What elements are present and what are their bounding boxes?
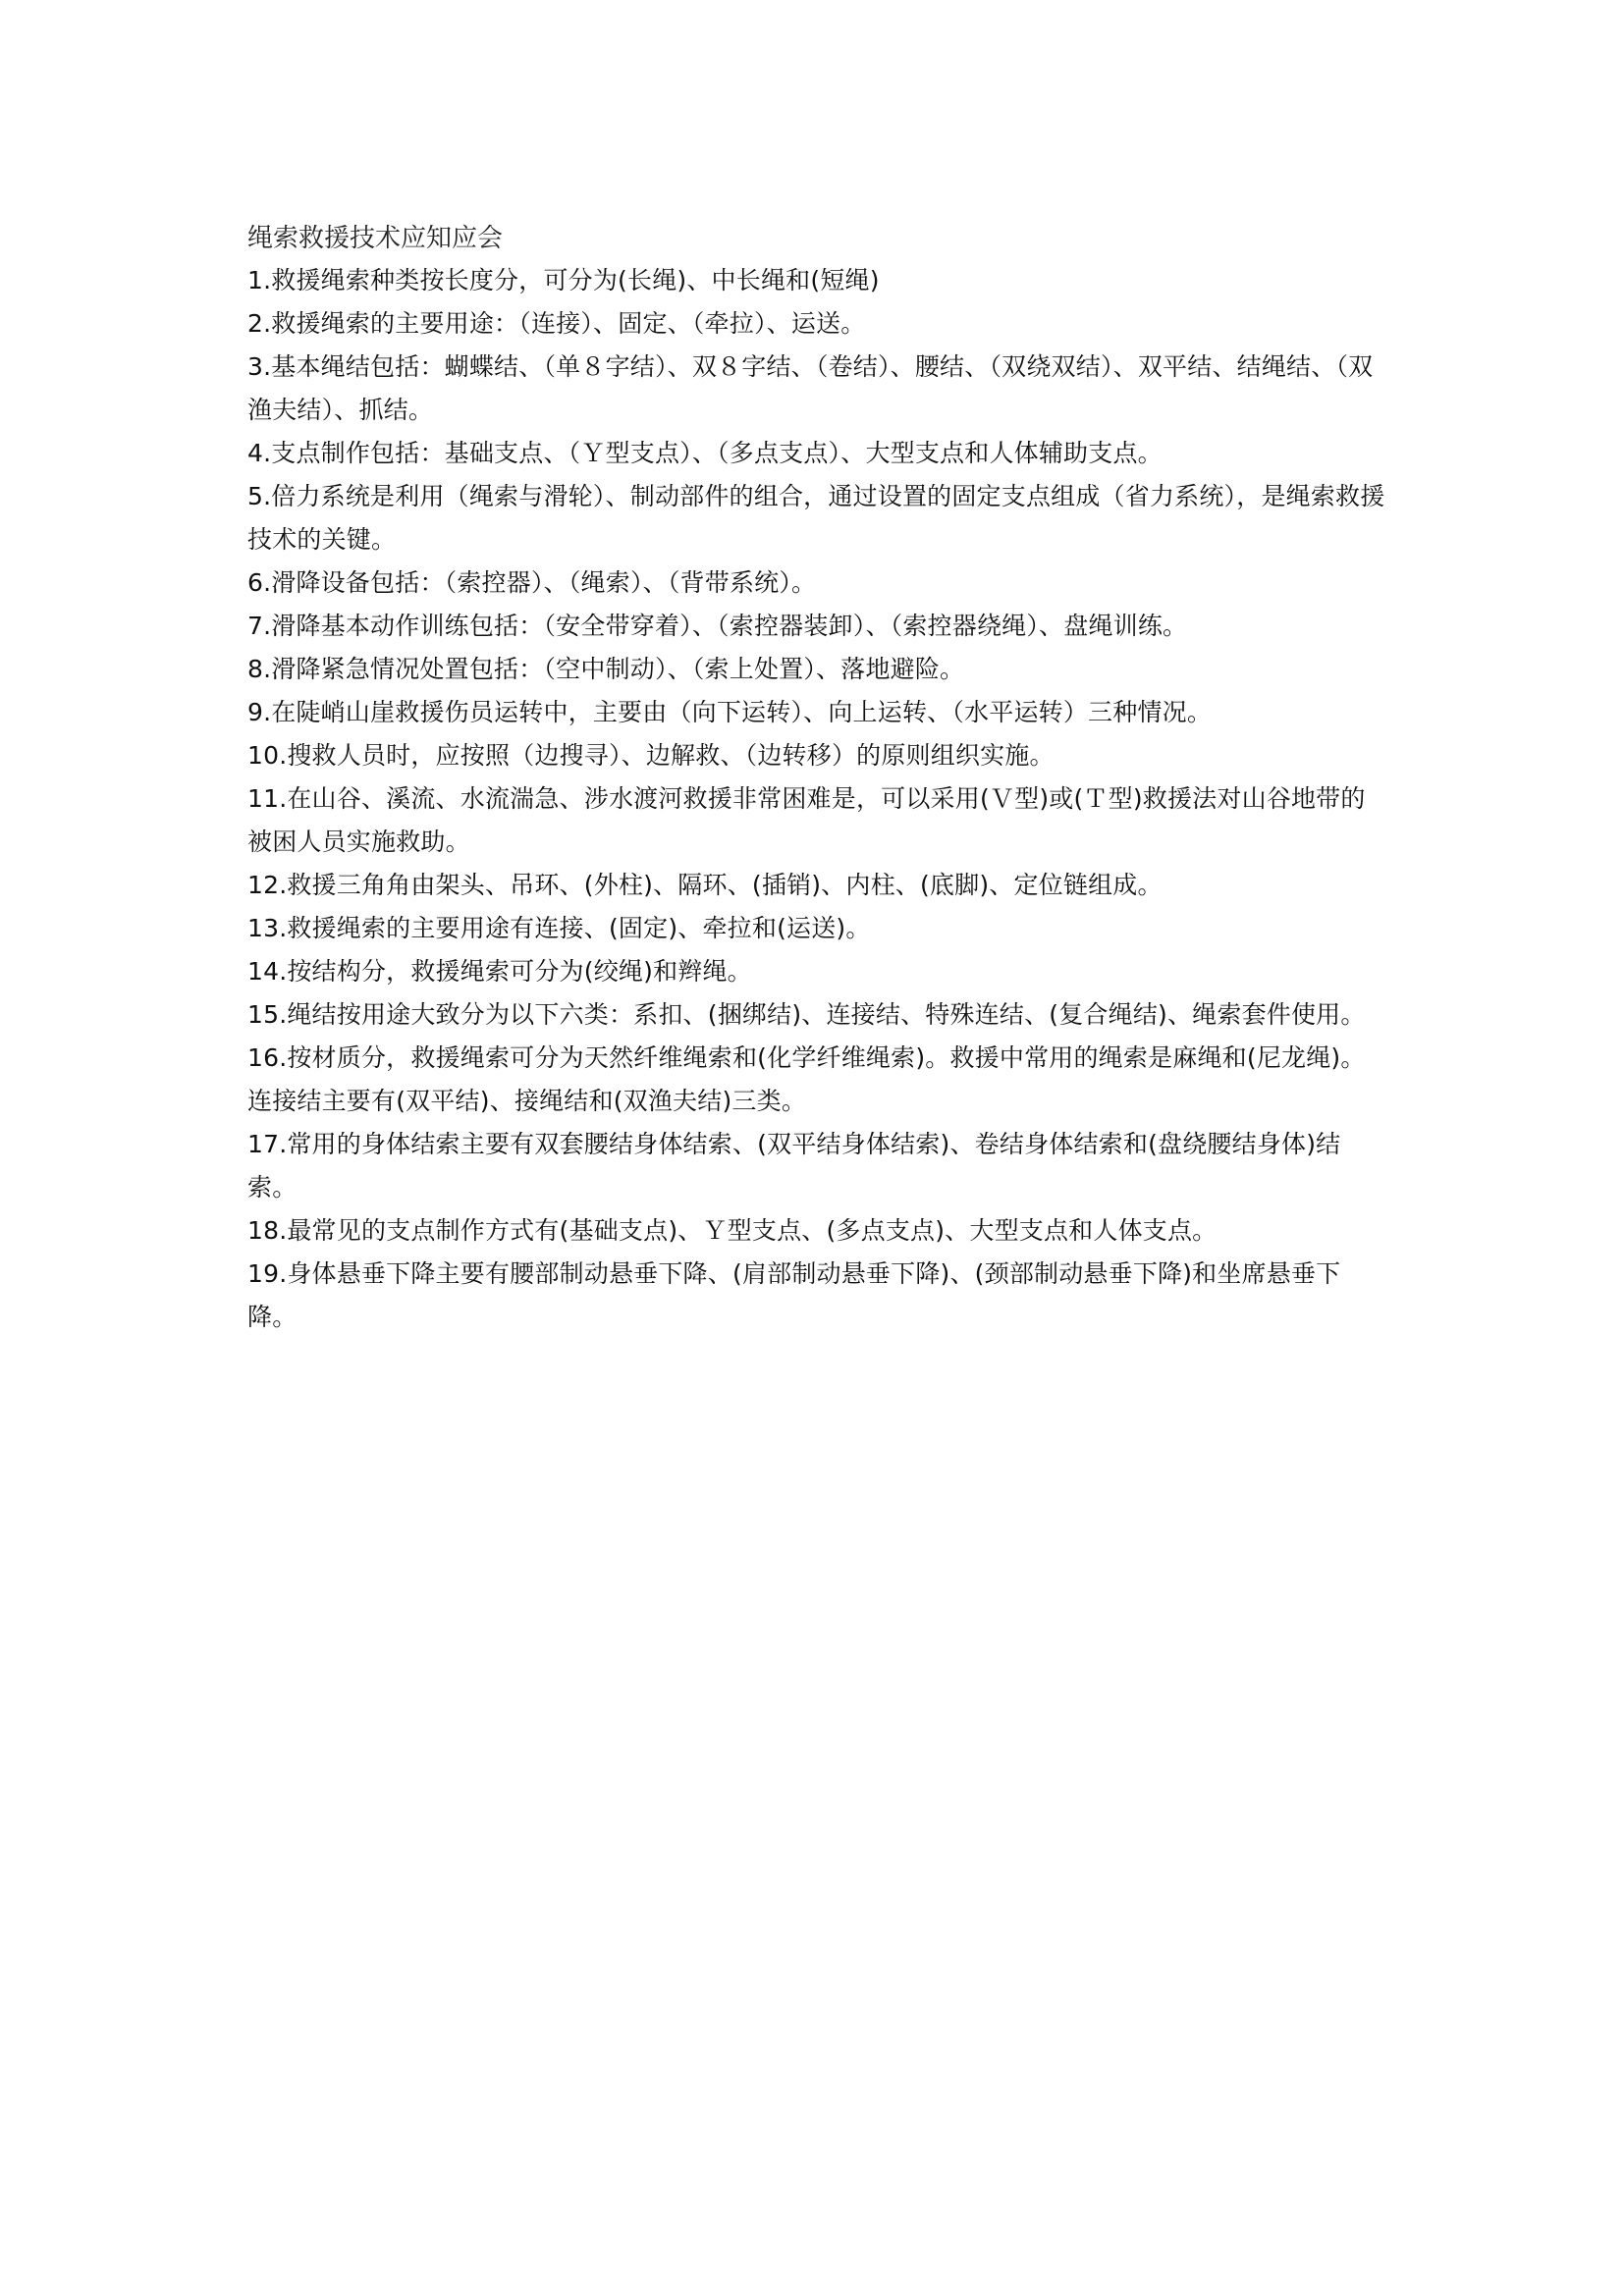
list-item: 19.身体悬垂下降主要有腰部制动悬垂下降、(肩部制动悬垂下降)、(颈部制动悬垂下降)和坐席悬垂下降。 xyxy=(247,1259,1341,1331)
list-item: 1.救援绳索种类按长度分，可分为(长绳)、中长绳和(短绳) xyxy=(247,266,880,294)
list-item: 15.绳结按用途大致分为以下六类：系扣、(捆绑结)、连接结、特殊连结、(复合绳结)、绳索套件使用。 xyxy=(247,1000,1366,1029)
list-item: 9.在陡峭山崖救援伤员运转中，主要由（向下运转）、向上运转、（水平运转）三种情况。 xyxy=(247,698,1213,726)
list-item: 连接结主要有(双平结)、接绳结和(双渔夫结)三类。 xyxy=(247,1087,807,1115)
list-item: 3.基本绳结包括：蝴蝶结、（单８字结）、双８字结、（卷结）、腰结、（双绕双结）、双平结、结绳结、（双渔夫结）、抓结。 xyxy=(247,352,1374,424)
list-item: 18.最常见的支点制作方式有(基础支点)、Ｙ型支点、(多点支点)、大型支点和人体支点。 xyxy=(247,1216,1218,1245)
list-item: 10.搜救人员时，应按照（边搜寻）、边解救、（边转移）的原则组织实施。 xyxy=(247,741,1055,770)
list-item: 16.按材质分，救援绳索可分为天然纤维绳索和(化学纤维绳索)。救援中常用的绳索是麻绳和(尼龙绳)。 xyxy=(247,1043,1366,1072)
list-item: 17.常用的身体结索主要有双套腰结身体结索、(双平结身体结索)、卷结身体结索和(盘绕腰结身体)结索。 xyxy=(247,1130,1341,1201)
list-item: 4.支点制作包括：基础支点、（Ｙ型支点）、（多点支点）、大型支点和人体辅助支点。 xyxy=(247,439,1163,467)
document-body xyxy=(247,218,1386,1339)
list-item: 8.滑降紧急情况处置包括：（空中制动）、（索上处置）、落地避险。 xyxy=(247,655,965,683)
list-item: 14.按结构分，救援绳索可分为(绞绳)和辫绳。 xyxy=(247,957,752,986)
list-item: 13.救援绳索的主要用途有连接、(固定)、牵拉和(运送)。 xyxy=(247,914,871,942)
document-title: 绳索救援技术应知应会 xyxy=(247,224,504,253)
list-item: 2.救援绳索的主要用途：（连接）、固定、（牵拉）、运送。 xyxy=(247,309,866,338)
list-item: 5.倍力系统是利用（绳索与滑轮）、制动部件的组合，通过设置的固定支点组成（省力系统），是绳索救援技术的关键。 xyxy=(247,482,1385,554)
list-item: 12.救援三角角由架头、吊环、(外柱)、隔环、(插销)、内柱、(底脚)、定位链组成。 xyxy=(247,871,1163,899)
list-item: 6.滑降设备包括：（索控器）、（绳索）、（背带系统）。 xyxy=(247,568,817,597)
list-item: 11.在山谷、溪流、水流湍急、涉水渡河救援非常困难是，可以采用(Ｖ型)或(Ｔ型)救援法对山谷地带的被困人员实施救助。 xyxy=(247,784,1366,856)
list-item: 7.滑降基本动作训练包括：（安全带穿着）、（索控器装卸）、（索控器绕绳）、盘绳训练。 xyxy=(247,612,1188,640)
